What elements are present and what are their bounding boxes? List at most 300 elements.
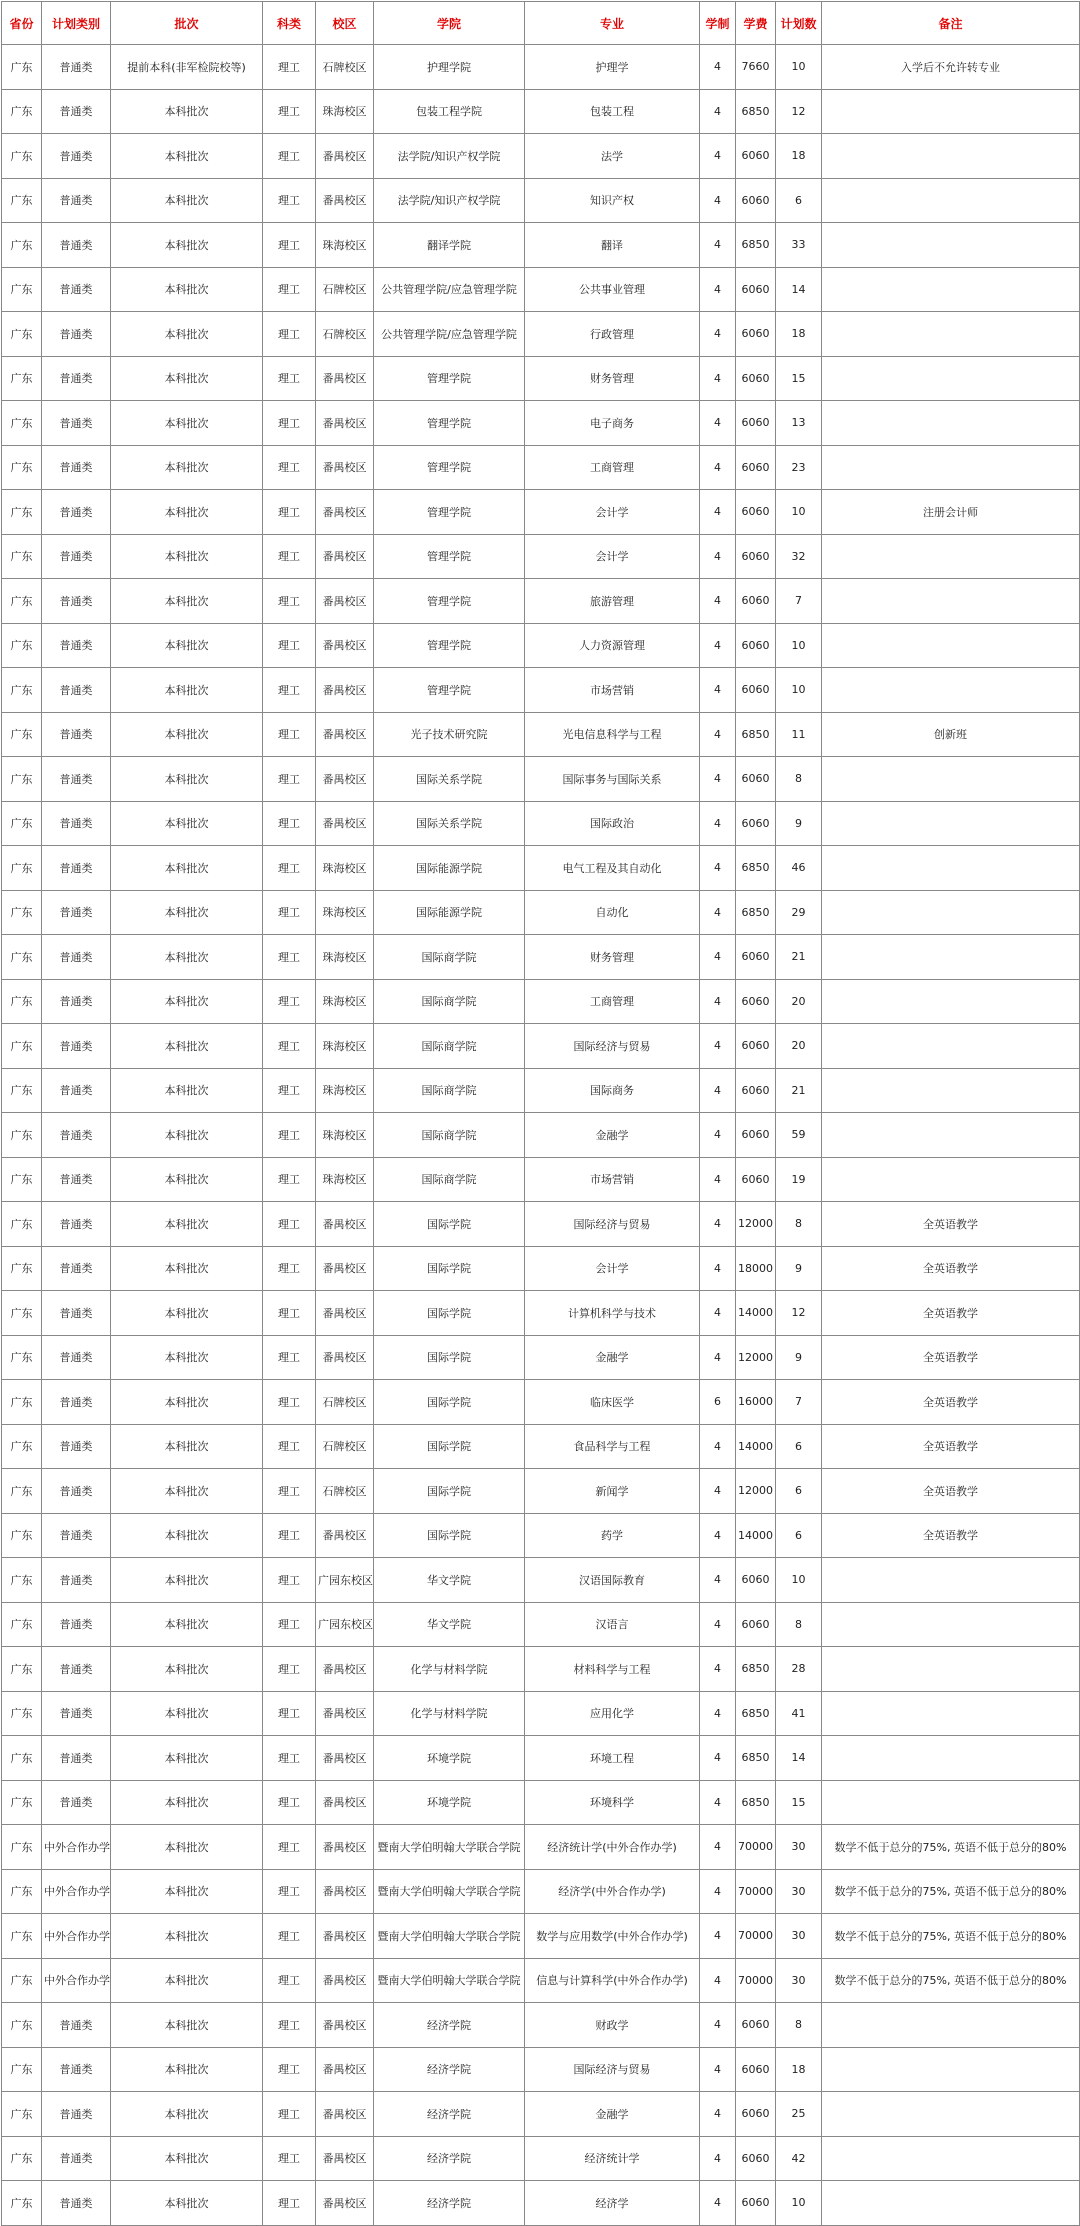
cell-plan-type: 普通类 [42,1202,111,1247]
cell-batch: 本科批次 [111,2136,263,2181]
cell-major: 自动化 [525,890,700,935]
cell-plan-type: 普通类 [42,890,111,935]
table-row [2,935,1080,980]
cell-duration: 6 [700,1380,736,1425]
cell-province: 广东 [2,1602,42,1647]
cell-college: 国际商学院 [374,1068,525,1113]
cell-batch: 本科批次 [111,1246,263,1291]
cell-subject: 理工 [263,1157,316,1202]
cell-tuition: 6060 [736,2136,776,2181]
cell-duration: 4 [700,1825,736,1870]
cell-plan-count: 6 [776,1513,822,1558]
cell-college: 国际学院 [374,1335,525,1380]
cell-campus: 番禺校区 [316,623,374,668]
cell-province: 广东 [2,2181,42,2226]
cell-college: 环境学院 [374,1736,525,1781]
cell-duration: 4 [700,1291,736,1336]
cell-tuition: 6850 [736,1780,776,1825]
column-header-subject: 科类 [263,2,316,45]
cell-batch: 本科批次 [111,356,263,401]
cell-remarks [822,312,1080,357]
table-row [2,223,1080,268]
cell-province: 广东 [2,1246,42,1291]
cell-duration: 4 [700,312,736,357]
cell-duration: 4 [700,2047,736,2092]
cell-subject: 理工 [263,312,316,357]
cell-plan-count: 21 [776,935,822,980]
cell-subject: 理工 [263,490,316,535]
cell-plan-count: 28 [776,1647,822,1692]
cell-college: 管理学院 [374,490,525,535]
cell-plan-type: 普通类 [42,801,111,846]
cell-batch: 本科批次 [111,1469,263,1514]
column-header-campus: 校区 [316,2,374,45]
cell-province: 广东 [2,1469,42,1514]
cell-tuition: 6060 [736,490,776,535]
table-row [2,1246,1080,1291]
cell-remarks [822,1780,1080,1825]
cell-college: 经济学院 [374,2092,525,2137]
cell-plan-type: 普通类 [42,2003,111,2048]
cell-college: 经济学院 [374,2136,525,2181]
cell-province: 广东 [2,2003,42,2048]
cell-duration: 4 [700,668,736,713]
cell-plan-type: 普通类 [42,1424,111,1469]
cell-major: 食品科学与工程 [525,1424,700,1469]
cell-major: 市场营销 [525,1157,700,1202]
cell-plan-type: 普通类 [42,534,111,579]
cell-remarks: 全英语教学 [822,1513,1080,1558]
cell-campus: 番禺校区 [316,401,374,446]
table-row [2,1068,1080,1113]
cell-subject: 理工 [263,890,316,935]
cell-plan-type: 普通类 [42,579,111,624]
cell-plan-count: 9 [776,1335,822,1380]
cell-batch: 本科批次 [111,668,263,713]
cell-college: 国际学院 [374,1513,525,1558]
cell-plan-type: 普通类 [42,1246,111,1291]
cell-college: 管理学院 [374,401,525,446]
cell-campus: 番禺校区 [316,1736,374,1781]
cell-duration: 4 [700,1202,736,1247]
cell-major: 计算机科学与技术 [525,1291,700,1336]
cell-major: 国际经济与贸易 [525,1202,700,1247]
cell-tuition: 7660 [736,45,776,90]
cell-subject: 理工 [263,1780,316,1825]
cell-province: 广东 [2,1691,42,1736]
cell-college: 法学院/知识产权学院 [374,134,525,179]
cell-tuition: 6850 [736,846,776,891]
cell-campus: 石牌校区 [316,1424,374,1469]
cell-batch: 本科批次 [111,1068,263,1113]
cell-college: 管理学院 [374,534,525,579]
cell-subject: 理工 [263,2003,316,2048]
cell-college: 国际学院 [374,1291,525,1336]
cell-duration: 4 [700,534,736,579]
cell-batch: 本科批次 [111,1736,263,1781]
cell-province: 广东 [2,1736,42,1781]
cell-college: 国际学院 [374,1246,525,1291]
cell-college: 暨南大学伯明翰大学联合学院 [374,1958,525,2003]
table-body [2,45,1080,2226]
cell-remarks [822,935,1080,980]
cell-tuition: 6850 [736,1647,776,1692]
cell-plan-type: 普通类 [42,45,111,90]
table-row [2,1157,1080,1202]
cell-college: 国际能源学院 [374,846,525,891]
cell-major: 翻译 [525,223,700,268]
cell-batch: 本科批次 [111,801,263,846]
table-row [2,1291,1080,1336]
column-header-plan-count: 计划数 [776,2,822,45]
cell-plan-type: 普通类 [42,178,111,223]
column-header-remarks: 备注 [822,2,1080,45]
column-header-province: 省份 [2,2,42,45]
cell-plan-count: 10 [776,623,822,668]
table-row [2,89,1080,134]
cell-subject: 理工 [263,89,316,134]
cell-plan-type: 普通类 [42,1291,111,1336]
cell-plan-count: 8 [776,757,822,802]
cell-plan-count: 14 [776,267,822,312]
cell-campus: 番禺校区 [316,668,374,713]
cell-plan-count: 6 [776,1424,822,1469]
cell-major: 会计学 [525,534,700,579]
cell-college: 国际关系学院 [374,801,525,846]
table-row [2,1958,1080,2003]
cell-province: 广东 [2,1380,42,1425]
cell-duration: 4 [700,1914,736,1959]
cell-plan-type: 中外合作办学 [42,1914,111,1959]
cell-remarks [822,2047,1080,2092]
cell-college: 国际学院 [374,1202,525,1247]
cell-major: 财务管理 [525,935,700,980]
cell-campus: 番禺校区 [316,534,374,579]
cell-batch: 本科批次 [111,757,263,802]
cell-plan-type: 普通类 [42,1157,111,1202]
cell-major: 工商管理 [525,445,700,490]
table-row [2,668,1080,713]
cell-college: 管理学院 [374,356,525,401]
cell-subject: 理工 [263,979,316,1024]
cell-batch: 本科批次 [111,312,263,357]
table-row [2,45,1080,90]
cell-campus: 番禺校区 [316,445,374,490]
cell-remarks [822,445,1080,490]
cell-campus: 番禺校区 [316,1335,374,1380]
cell-tuition: 6060 [736,534,776,579]
cell-major: 法学 [525,134,700,179]
cell-remarks: 数学不低于总分的75%, 英语不低于总分的80% [822,1958,1080,2003]
cell-batch: 本科批次 [111,1157,263,1202]
cell-batch: 本科批次 [111,846,263,891]
cell-subject: 理工 [263,1647,316,1692]
cell-batch: 本科批次 [111,490,263,535]
cell-subject: 理工 [263,2092,316,2137]
cell-batch: 本科批次 [111,579,263,624]
cell-major: 金融学 [525,1113,700,1158]
cell-duration: 4 [700,1024,736,1069]
cell-campus: 石牌校区 [316,1380,374,1425]
cell-plan-type: 中外合作办学 [42,1958,111,2003]
cell-batch: 本科批次 [111,935,263,980]
cell-campus: 番禺校区 [316,757,374,802]
table-row [2,890,1080,935]
cell-plan-count: 8 [776,1602,822,1647]
cell-major: 药学 [525,1513,700,1558]
cell-plan-count: 29 [776,890,822,935]
column-header-major: 专业 [525,2,700,45]
table-row [2,1202,1080,1247]
cell-plan-count: 46 [776,846,822,891]
cell-plan-count: 8 [776,1202,822,1247]
cell-tuition: 6060 [736,1024,776,1069]
table-row [2,2092,1080,2137]
cell-college: 管理学院 [374,445,525,490]
table-row [2,1602,1080,1647]
cell-remarks [822,178,1080,223]
cell-subject: 理工 [263,1246,316,1291]
column-header-tuition: 学费 [736,2,776,45]
cell-tuition: 6060 [736,757,776,802]
table-row [2,2047,1080,2092]
cell-tuition: 6060 [736,668,776,713]
cell-major: 经济统计学 [525,2136,700,2181]
cell-college: 法学院/知识产权学院 [374,178,525,223]
cell-subject: 理工 [263,267,316,312]
cell-remarks [822,1113,1080,1158]
cell-college: 管理学院 [374,668,525,713]
table-row [2,623,1080,668]
cell-tuition: 6060 [736,1113,776,1158]
cell-campus: 番禺校区 [316,1869,374,1914]
cell-remarks [822,979,1080,1024]
cell-plan-type: 普通类 [42,2092,111,2137]
cell-duration: 4 [700,445,736,490]
cell-tuition: 70000 [736,1914,776,1959]
cell-subject: 理工 [263,712,316,757]
cell-major: 新闻学 [525,1469,700,1514]
cell-campus: 石牌校区 [316,267,374,312]
cell-plan-type: 普通类 [42,2181,111,2226]
cell-major: 经济学(中外合作办学) [525,1869,700,1914]
cell-remarks [822,757,1080,802]
cell-campus: 番禺校区 [316,1958,374,2003]
cell-tuition: 6060 [736,1068,776,1113]
cell-province: 广东 [2,979,42,1024]
table-row [2,579,1080,624]
cell-subject: 理工 [263,1558,316,1603]
cell-tuition: 6850 [736,712,776,757]
cell-campus: 番禺校区 [316,2181,374,2226]
cell-college: 化学与材料学院 [374,1691,525,1736]
cell-batch: 本科批次 [111,1780,263,1825]
cell-major: 旅游管理 [525,579,700,624]
cell-major: 经济学 [525,2181,700,2226]
cell-duration: 4 [700,2092,736,2137]
cell-plan-type: 普通类 [42,757,111,802]
cell-campus: 石牌校区 [316,45,374,90]
cell-tuition: 6850 [736,223,776,268]
cell-tuition: 6850 [736,1736,776,1781]
cell-major: 汉语国际教育 [525,1558,700,1603]
cell-tuition: 14000 [736,1424,776,1469]
cell-campus: 番禺校区 [316,1914,374,1959]
table-row [2,1914,1080,1959]
cell-campus: 广园东校区 [316,1558,374,1603]
cell-subject: 理工 [263,1469,316,1514]
cell-duration: 4 [700,1869,736,1914]
cell-plan-type: 普通类 [42,401,111,446]
cell-plan-count: 23 [776,445,822,490]
cell-batch: 本科批次 [111,2003,263,2048]
cell-subject: 理工 [263,579,316,624]
cell-major: 临床医学 [525,1380,700,1425]
cell-batch: 本科批次 [111,1602,263,1647]
cell-college: 暨南大学伯明翰大学联合学院 [374,1825,525,1870]
cell-plan-type: 普通类 [42,1380,111,1425]
cell-campus: 石牌校区 [316,312,374,357]
cell-college: 暨南大学伯明翰大学联合学院 [374,1914,525,1959]
cell-province: 广东 [2,356,42,401]
cell-tuition: 12000 [736,1202,776,1247]
cell-remarks [822,2136,1080,2181]
cell-province: 广东 [2,1647,42,1692]
cell-subject: 理工 [263,223,316,268]
cell-campus: 番禺校区 [316,712,374,757]
cell-batch: 本科批次 [111,1113,263,1158]
cell-batch: 本科批次 [111,1958,263,2003]
cell-subject: 理工 [263,1202,316,1247]
cell-remarks [822,1068,1080,1113]
header-row [2,2,1080,45]
cell-tuition: 6850 [736,890,776,935]
cell-major: 信息与计算科学(中外合作办学) [525,1958,700,2003]
cell-duration: 4 [700,1736,736,1781]
cell-plan-count: 10 [776,45,822,90]
cell-tuition: 14000 [736,1513,776,1558]
cell-plan-type: 普通类 [42,979,111,1024]
cell-province: 广东 [2,401,42,446]
cell-tuition: 6850 [736,1691,776,1736]
cell-plan-count: 25 [776,2092,822,2137]
cell-remarks [822,623,1080,668]
cell-campus: 番禺校区 [316,1780,374,1825]
cell-province: 广东 [2,534,42,579]
cell-major: 财务管理 [525,356,700,401]
cell-province: 广东 [2,1825,42,1870]
cell-major: 材料科学与工程 [525,1647,700,1692]
cell-subject: 理工 [263,623,316,668]
cell-province: 广东 [2,623,42,668]
cell-tuition: 6060 [736,445,776,490]
cell-tuition: 6060 [736,178,776,223]
cell-college: 国际学院 [374,1424,525,1469]
table-row [2,534,1080,579]
table-row [2,178,1080,223]
cell-campus: 珠海校区 [316,935,374,980]
cell-college: 国际关系学院 [374,757,525,802]
cell-batch: 本科批次 [111,1424,263,1469]
cell-campus: 番禺校区 [316,801,374,846]
cell-college: 国际商学院 [374,1113,525,1158]
cell-plan-count: 15 [776,356,822,401]
cell-plan-count: 12 [776,1291,822,1336]
cell-batch: 本科批次 [111,89,263,134]
cell-subject: 理工 [263,178,316,223]
cell-college: 护理学院 [374,45,525,90]
cell-major: 人力资源管理 [525,623,700,668]
cell-campus: 珠海校区 [316,1024,374,1069]
cell-plan-type: 普通类 [42,312,111,357]
cell-subject: 理工 [263,1024,316,1069]
cell-batch: 本科批次 [111,1024,263,1069]
table-row [2,1736,1080,1781]
cell-province: 广东 [2,1780,42,1825]
enrollment-plan-table [1,1,1080,2226]
cell-remarks [822,223,1080,268]
table-row [2,1380,1080,1425]
cell-major: 行政管理 [525,312,700,357]
table-row [2,1558,1080,1603]
cell-batch: 本科批次 [111,1335,263,1380]
cell-plan-type: 普通类 [42,1780,111,1825]
cell-plan-count: 30 [776,1869,822,1914]
cell-remarks [822,1558,1080,1603]
cell-remarks: 全英语教学 [822,1202,1080,1247]
cell-province: 广东 [2,1024,42,1069]
cell-plan-count: 32 [776,534,822,579]
cell-tuition: 6060 [736,134,776,179]
cell-college: 国际学院 [374,1469,525,1514]
cell-plan-type: 普通类 [42,668,111,713]
cell-duration: 4 [700,1780,736,1825]
cell-province: 广东 [2,1513,42,1558]
cell-plan-count: 19 [776,1157,822,1202]
cell-batch: 本科批次 [111,134,263,179]
cell-subject: 理工 [263,1825,316,1870]
cell-campus: 番禺校区 [316,178,374,223]
cell-batch: 本科批次 [111,623,263,668]
cell-tuition: 18000 [736,1246,776,1291]
cell-subject: 理工 [263,1736,316,1781]
cell-major: 工商管理 [525,979,700,1024]
cell-subject: 理工 [263,1958,316,2003]
cell-duration: 4 [700,1691,736,1736]
cell-campus: 番禺校区 [316,2092,374,2137]
cell-remarks [822,356,1080,401]
cell-remarks [822,2181,1080,2226]
cell-plan-type: 普通类 [42,1558,111,1603]
cell-major: 电子商务 [525,401,700,446]
cell-batch: 本科批次 [111,1380,263,1425]
table-row [2,1869,1080,1914]
cell-plan-count: 30 [776,1914,822,1959]
cell-campus: 珠海校区 [316,1113,374,1158]
cell-subject: 理工 [263,2047,316,2092]
cell-tuition: 14000 [736,1291,776,1336]
table-row [2,1780,1080,1825]
cell-college: 公共管理学院/应急管理学院 [374,267,525,312]
cell-major: 环境科学 [525,1780,700,1825]
cell-batch: 本科批次 [111,534,263,579]
cell-tuition: 6060 [736,1602,776,1647]
cell-duration: 4 [700,178,736,223]
cell-province: 广东 [2,1157,42,1202]
cell-subject: 理工 [263,757,316,802]
cell-major: 电气工程及其自动化 [525,846,700,891]
cell-major: 环境工程 [525,1736,700,1781]
